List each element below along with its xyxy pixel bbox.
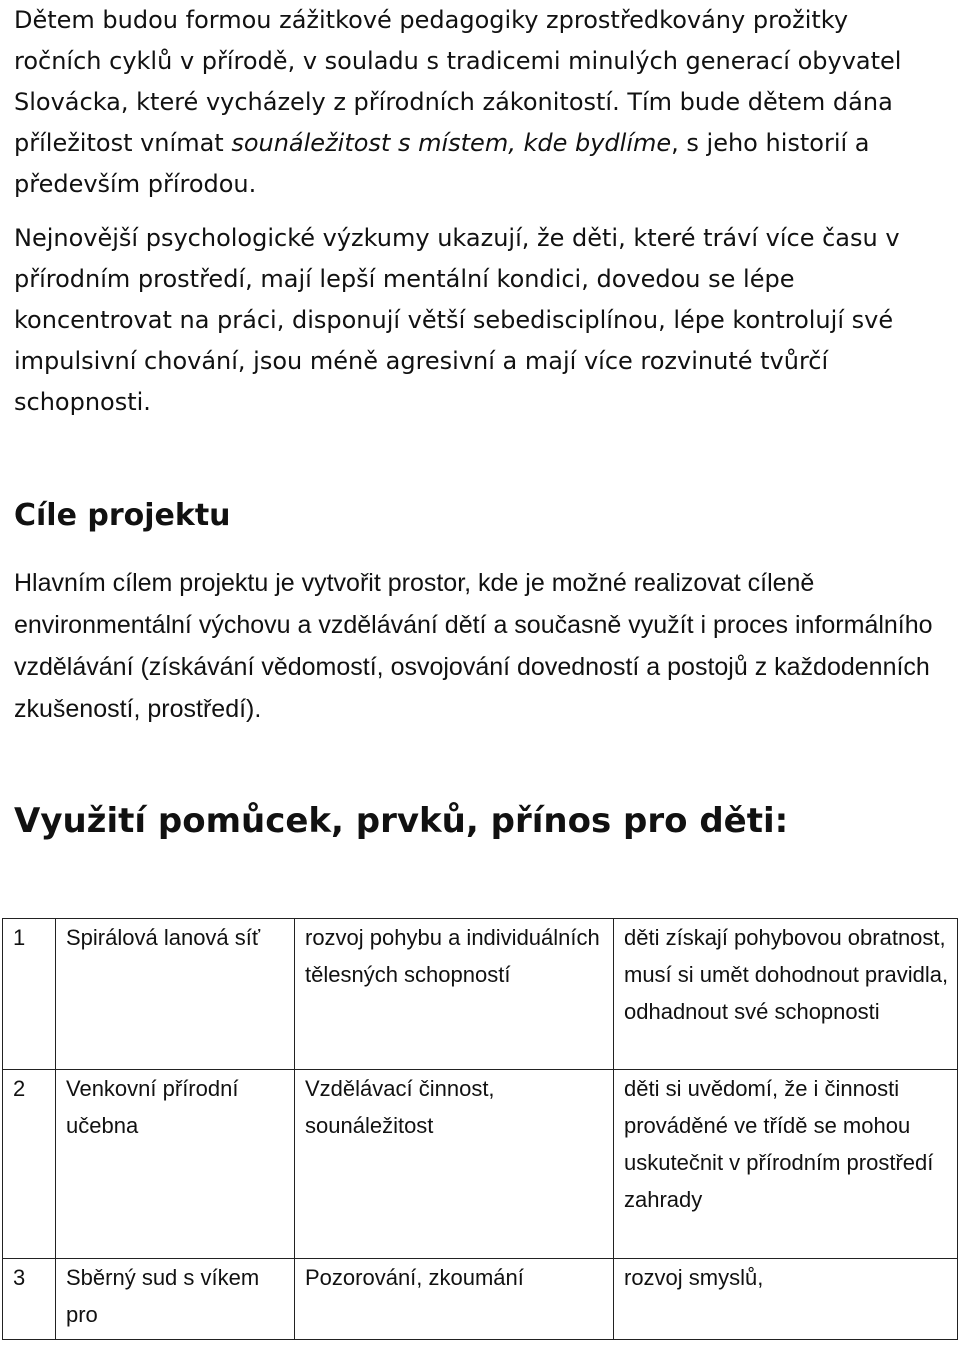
table-row xyxy=(3,919,958,1070)
row-purpose: rozvoj pohybu a individuálních tělesných schopností xyxy=(295,919,614,1070)
row-benefit: rozvoj smyslů, xyxy=(614,1259,958,1340)
intro-paragraph-1 xyxy=(14,0,934,205)
goals-paragraph: Hlavním cílem projektu je vytvořit prostor, kde je možné realizovat cíleně environmentální výchovu a vzdělávání dětí a současně využít i proces informálního vzdělávání (získávání vědomostí, osvojování dovedností a postojů z každodenních zkušeností, prostředí). xyxy=(14,569,933,723)
row-item: Venkovní přírodní učebna xyxy=(56,1070,295,1259)
intro-text-start: Dětem budou formou zážitkové pedagogiky zprostředkovány prožitky ročních cyklů v přírodě, v souladu s tradicemi minulých generací obyvatel Slovácka, které vycházely z přírodních zákonitostí. Tím bude dětem dána příležitost vnímat xyxy=(14,6,902,157)
row-purpose: Pozorování, zkoumání xyxy=(295,1259,614,1340)
row-number: 2 xyxy=(3,1070,56,1259)
goals-heading: Cíle projektu xyxy=(14,498,231,533)
table-row xyxy=(3,1070,958,1259)
row-benefit: děti si uvědomí, že i činnosti prováděné ve třídě se mohou uskutečnit v přírodním prostředí zahrady xyxy=(614,1070,958,1259)
aids-heading: Využití pomůcek, prvků, přínos pro děti: xyxy=(14,801,789,841)
intro-text-italic: sounáležitost s místem, kde bydlíme xyxy=(231,129,672,157)
row-item: Sběrný sud s víkem pro xyxy=(56,1259,295,1340)
row-purpose: Vzdělávací činnost, sounáležitost xyxy=(295,1070,614,1259)
row-benefit: děti získají pohybovou obratnost, musí si umět dohodnout pravidla, odhadnout své schopnosti xyxy=(614,919,958,1070)
intro-paragraph-2: Nejnovější psychologické výzkumy ukazují, že děti, které tráví více času v přírodním prostředí, mají lepší mentální kondici, dovedou se lépe koncentrovat na práci, disponují větší sebedisciplínou, lépe kontrolují své impulsivní chování, jsou méně agresivní a mají více rozvinuté tvůrčí schopnosti. xyxy=(14,224,900,416)
intro-text-end: , s jeho historií a především přírodou. xyxy=(14,129,870,198)
aids-table xyxy=(2,918,958,1340)
table-row xyxy=(3,1259,958,1340)
row-item: Spirálová lanová síť xyxy=(56,919,295,1070)
row-number: 3 xyxy=(3,1259,56,1340)
row-number: 1 xyxy=(3,919,56,1070)
